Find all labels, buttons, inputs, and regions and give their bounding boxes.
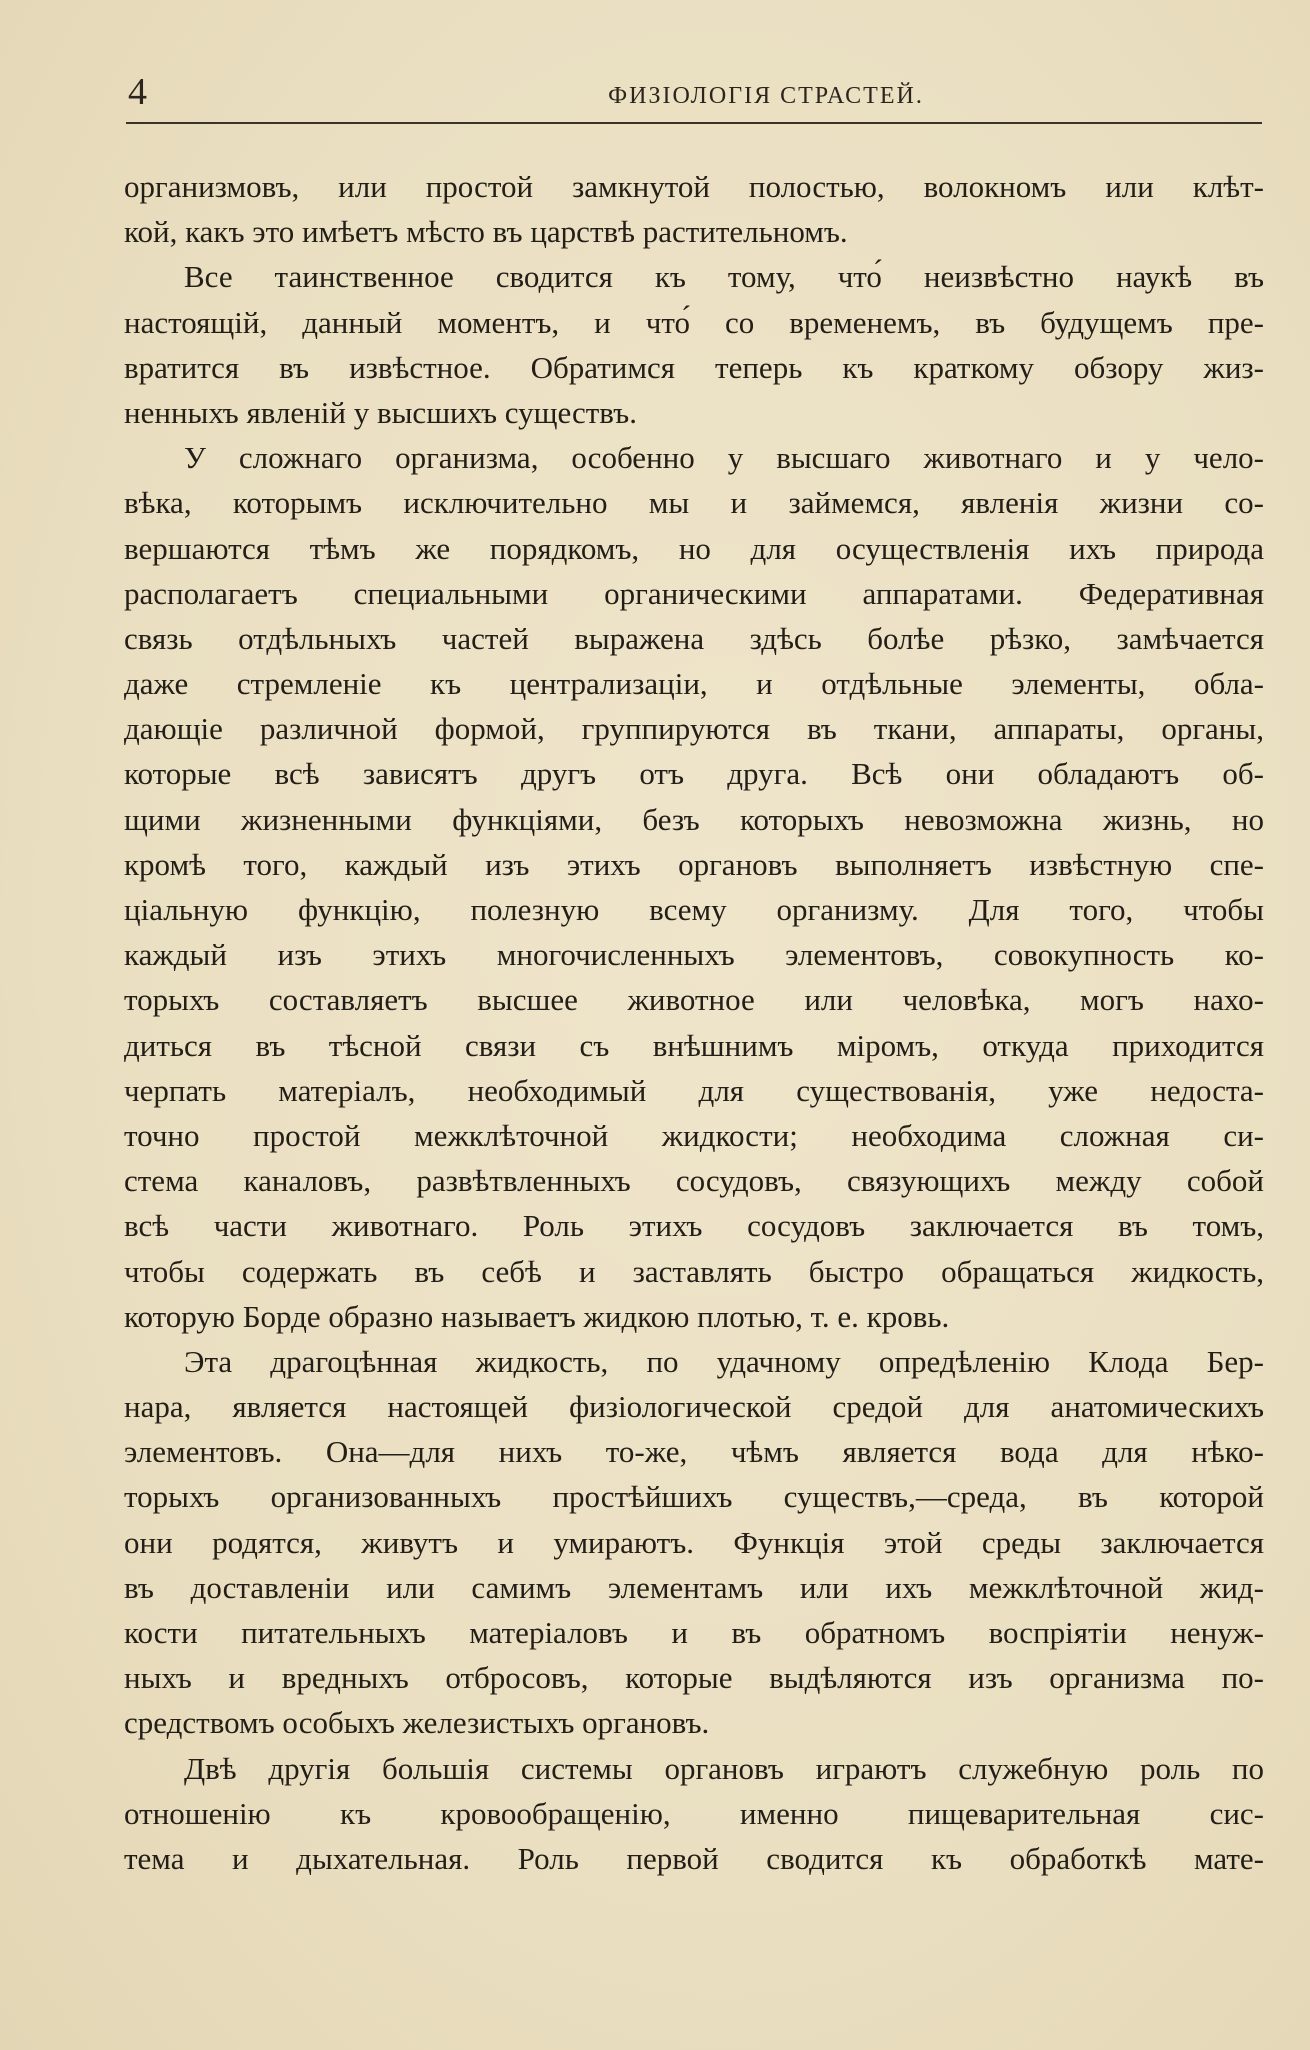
text-line: щими жизненными функціями, безъ которыхъ невозможна жизнь, но [124, 801, 1264, 837]
text-line: Эта драгоцѣнная жидкость, по удачному опредѣленію Клода Бер- [184, 1343, 1264, 1379]
text-line: ненныхъ явленій у высшихъ существъ. [124, 394, 637, 430]
text-line: дающіе различной формой, группируются въ ткани, аппараты, органы, [124, 711, 1264, 747]
text-line: связь отдѣльныхъ частей выражена здѣсь болѣе рѣзко, замѣчается [124, 620, 1264, 656]
text-line: вратится въ извѣстное. Обратимся теперь къ краткому обзору жиз- [124, 349, 1264, 385]
text-line: чтобы содержать въ себѣ и заставлять быстро обращаться жидкость, [124, 1253, 1264, 1289]
text-line: нара, является настоящей физіологической средой для анатомическихъ [124, 1389, 1264, 1425]
text-line: настоящій, данный моментъ, и что́ со временемъ, въ будущемъ пре- [124, 304, 1264, 340]
text-line: средствомъ особыхъ железистыхъ органовъ. [124, 1705, 710, 1741]
text-line: вершаются тѣмъ же порядкомъ, но для осуществленія ихъ природа [124, 530, 1264, 566]
text-line: даже стремленіе къ централизаціи, и отдѣльные элементы, обла- [124, 666, 1264, 702]
text-line: они родятся, живутъ и умираютъ. Функція этой среды заключается [124, 1524, 1264, 1560]
text-line: кромѣ того, каждый изъ этихъ органовъ выполняетъ извѣстную спе- [124, 846, 1264, 882]
text-line: кости питательныхъ матеріаловъ и въ обратномъ воспріятіи ненуж- [124, 1615, 1264, 1650]
page-number: 4 [128, 71, 147, 113]
text-line: ціальную функцію, полезную всему организму. Для того, чтобы [124, 892, 1264, 927]
text-line: располагаетъ специальными органическими аппаратами. Федеративная [124, 575, 1264, 611]
text-line: организмовъ, или простой замкнутой полостью, волокномъ или клѣт- [124, 169, 1264, 204]
page-header [126, 66, 1262, 124]
running-title: ФИЗІОЛОГІЯ СТРАСТЕЙ. [608, 83, 924, 109]
text-line: всѣ части животнаго. Роль этихъ сосудовъ заключается въ томъ, [124, 1208, 1264, 1244]
text-line: кой, какъ это имѣетъ мѣсто въ царствѣ растительномъ. [124, 214, 848, 250]
text-line: точно простой межклѣточной жидкости; необходима сложная си- [124, 1117, 1264, 1153]
text-line: отношенію къ кровообращенію, именно пищеварительная сис- [124, 1795, 1264, 1831]
text-line: каждый изъ этихъ многочисленныхъ элементовъ, совокупность ко- [124, 937, 1264, 973]
text-line: диться въ тѣсной связи съ внѣшнимъ міромъ, откуда приходится [124, 1027, 1264, 1063]
text-line: элементовъ. Она—для нихъ то-же, чѣмъ является вода для нѣко- [124, 1434, 1264, 1470]
body-text [124, 164, 1264, 1881]
text-line: торыхъ организованныхъ простѣйшихъ существъ,—среда, въ которой [124, 1479, 1264, 1515]
text-line: ныхъ и вредныхъ отбросовъ, которые выдѣляются изъ организма по- [124, 1660, 1264, 1696]
text-line: черпать матеріалъ, необходимый для существованія, уже недоста- [124, 1072, 1264, 1108]
text-line: которые всѣ зависятъ другъ отъ друга. Всѣ они обладаютъ об- [124, 756, 1264, 792]
text-line: торыхъ составляетъ высшее животное или человѣка, могъ нахо- [124, 982, 1264, 1018]
text-line: У сложнаго организма, особенно у высшаго животнаго и у чело- [184, 440, 1264, 476]
text-line: тема и дыхательная. Роль первой сводится къ обработкѣ мате- [124, 1840, 1264, 1876]
text-line: стема каналовъ, развѣтвленныхъ сосудовъ, связующихъ между собой [124, 1163, 1264, 1199]
text-line: въ доставленіи или самимъ элементамъ или ихъ межклѣточной жид- [124, 1569, 1264, 1605]
text-line: которую Борде образно называетъ жидкою плотью, т. е. кровь. [124, 1298, 950, 1334]
text-line: Все таинственное сводится къ тому, что́ неизвѣстно наукѣ въ [184, 259, 1264, 295]
text-line: Двѣ другія большія системы органовъ играютъ служебную роль по [184, 1750, 1264, 1786]
text-line: вѣка, которымъ исключительно мы и займемся, явленія жизни со- [124, 485, 1264, 521]
